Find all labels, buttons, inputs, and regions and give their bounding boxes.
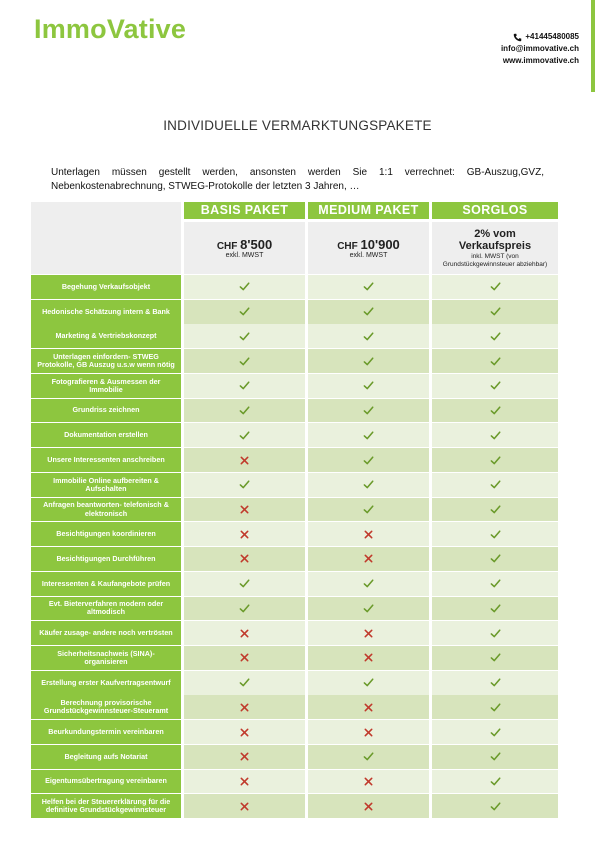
check-icon	[490, 628, 501, 639]
feature-label: Immobilie Online aufbereiten & Aufschalten	[31, 473, 181, 497]
cell-medium	[308, 621, 429, 645]
cell-basis	[184, 399, 305, 423]
cell-medium	[308, 374, 429, 398]
check-icon	[490, 405, 501, 416]
cell-medium	[308, 572, 429, 596]
cell-basis	[184, 794, 305, 818]
check-icon	[239, 356, 250, 367]
cell-sorglos	[432, 745, 558, 769]
table-row	[31, 374, 558, 398]
package-basis-price: CHF 8'500 exkl. MWST	[184, 222, 305, 274]
cross-icon	[239, 553, 250, 564]
check-icon	[490, 751, 501, 762]
cell-basis	[184, 473, 305, 497]
check-icon	[490, 776, 501, 787]
cell-medium	[308, 300, 429, 324]
cross-icon	[363, 801, 374, 812]
cell-basis	[184, 448, 305, 472]
check-icon	[239, 380, 250, 391]
check-icon	[490, 677, 501, 688]
check-icon	[490, 553, 501, 564]
package-medium-column	[308, 202, 429, 274]
cell-sorglos	[432, 275, 558, 299]
cell-medium	[308, 671, 429, 695]
package-basis-column	[184, 202, 305, 274]
cross-icon	[239, 776, 250, 787]
cell-basis	[184, 770, 305, 794]
cell-basis	[184, 597, 305, 621]
check-icon	[239, 677, 250, 688]
table-row	[31, 324, 558, 348]
cell-basis	[184, 275, 305, 299]
table-row	[31, 695, 558, 719]
table-row	[31, 399, 558, 423]
cell-sorglos	[432, 349, 558, 373]
check-icon	[490, 331, 501, 342]
feature-label: Besichtigungen Durchführen	[31, 547, 181, 571]
check-icon	[239, 578, 250, 589]
document-title: INDIVIDUELLE VERMARKTUNGSPAKETE	[163, 118, 432, 133]
cell-medium	[308, 324, 429, 348]
cell-sorglos	[432, 794, 558, 818]
cross-icon	[239, 751, 250, 762]
feature-label: Anfragen beantworten- telefonisch & elektronisch	[31, 498, 181, 522]
table-row	[31, 275, 558, 299]
cell-basis	[184, 547, 305, 571]
cell-sorglos	[432, 770, 558, 794]
table-corner-cell	[31, 202, 181, 274]
cell-sorglos	[432, 621, 558, 645]
cross-icon	[239, 702, 250, 713]
contact-email[interactable]: info@immovative.ch	[500, 44, 579, 53]
check-icon	[363, 380, 374, 391]
table-row	[31, 448, 558, 472]
table-row	[31, 621, 558, 645]
check-icon	[490, 380, 501, 391]
cell-basis	[184, 621, 305, 645]
cell-basis	[184, 745, 305, 769]
check-icon	[490, 306, 501, 317]
cross-icon	[363, 628, 374, 639]
cell-sorglos	[432, 720, 558, 744]
feature-label: Helfen bei der Steuererklärung für die definitive Grundstückgewinnsteuer	[31, 794, 181, 818]
cell-basis	[184, 374, 305, 398]
contact-website[interactable]: www.immovative.ch	[502, 56, 579, 65]
cross-icon	[363, 776, 374, 787]
package-medium-price: CHF 10'900 exkl. MWST	[308, 222, 429, 274]
check-icon	[363, 405, 374, 416]
table-row	[31, 498, 558, 522]
check-icon	[490, 455, 501, 466]
accent-edge-bar	[591, 0, 595, 92]
cell-medium	[308, 720, 429, 744]
cell-basis	[184, 695, 305, 719]
cell-basis	[184, 324, 305, 348]
check-icon	[239, 405, 250, 416]
check-icon	[239, 430, 250, 441]
logo-checkmark-v: V	[106, 14, 124, 44]
check-icon	[490, 529, 501, 540]
table-row	[31, 547, 558, 571]
cell-medium	[308, 423, 429, 447]
feature-label: Evt. Bieterverfahren modern oder altmodisch	[31, 597, 181, 621]
cell-medium	[308, 349, 429, 373]
cross-icon	[363, 702, 374, 713]
package-sorglos-column	[432, 202, 558, 274]
check-icon	[239, 331, 250, 342]
check-icon	[363, 331, 374, 342]
cell-sorglos	[432, 572, 558, 596]
check-icon	[239, 479, 250, 490]
check-icon	[363, 479, 374, 490]
packages-table	[31, 202, 558, 819]
cell-sorglos	[432, 522, 558, 546]
cell-sorglos	[432, 671, 558, 695]
check-icon	[363, 578, 374, 589]
check-icon	[490, 727, 501, 738]
cell-sorglos	[432, 374, 558, 398]
cell-sorglos	[432, 300, 558, 324]
intro-paragraph: Unterlagen müssen gestellt werden, ansonsten werden Sie 1:1 verrechnet: GB-Auszug,GVZ, Nebenkostenabrechnung, STWEG-Protokolle der letzten 3 Jahren, …	[51, 167, 544, 192]
cross-icon	[239, 652, 250, 663]
cell-medium	[308, 646, 429, 670]
cell-basis	[184, 423, 305, 447]
feature-label: Hedonische Schätzung intern & Bank	[31, 300, 181, 324]
cross-icon	[239, 801, 250, 812]
table-row	[31, 349, 558, 373]
cell-medium	[308, 794, 429, 818]
cell-basis	[184, 498, 305, 522]
cell-medium	[308, 399, 429, 423]
cell-basis	[184, 300, 305, 324]
cell-sorglos	[432, 695, 558, 719]
check-icon	[363, 281, 374, 292]
feature-rows	[31, 275, 558, 818]
cell-sorglos	[432, 646, 558, 670]
feature-label: Besichtigungen koordinieren	[31, 522, 181, 546]
check-icon	[363, 356, 374, 367]
table-row	[31, 720, 558, 744]
feature-label: Eigentumsübertragung vereinbaren	[31, 770, 181, 794]
cross-icon	[239, 504, 250, 515]
feature-label: Marketing & Vertriebskonzept	[31, 324, 181, 348]
check-icon	[490, 356, 501, 367]
cross-icon	[363, 529, 374, 540]
check-icon	[490, 702, 501, 713]
cross-icon	[239, 628, 250, 639]
feature-label: Berechnung provisorische Grundstückgewinnsteuer-Steueramt	[31, 695, 181, 719]
cell-sorglos	[432, 473, 558, 497]
check-icon	[490, 578, 501, 589]
table-row	[31, 770, 558, 794]
check-icon	[363, 751, 374, 762]
check-icon	[239, 306, 250, 317]
cell-medium	[308, 498, 429, 522]
cross-icon	[239, 529, 250, 540]
cell-medium	[308, 770, 429, 794]
cell-sorglos	[432, 399, 558, 423]
company-logo: ImmoVative	[34, 14, 187, 44]
check-icon	[490, 801, 501, 812]
table-row	[31, 745, 558, 769]
check-icon	[490, 430, 501, 441]
cell-medium	[308, 547, 429, 571]
check-icon	[239, 281, 250, 292]
cell-medium	[308, 522, 429, 546]
table-row	[31, 572, 558, 596]
check-icon	[239, 603, 250, 614]
cell-sorglos	[432, 597, 558, 621]
cross-icon	[363, 727, 374, 738]
cell-medium	[308, 448, 429, 472]
cell-medium	[308, 745, 429, 769]
check-icon	[490, 652, 501, 663]
table-row	[31, 423, 558, 447]
check-icon	[363, 677, 374, 688]
check-icon	[363, 430, 374, 441]
cell-sorglos	[432, 547, 558, 571]
contact-phone[interactable]: +41445480085	[525, 32, 579, 41]
cell-sorglos	[432, 324, 558, 348]
package-sorglos-name: SORGLOS	[432, 202, 558, 219]
feature-label: Sicherheitsnachweis (SINA)- organisieren	[31, 646, 181, 670]
cross-icon	[363, 553, 374, 564]
package-basis-name: BASIS PAKET	[184, 202, 305, 219]
feature-label: Fotografieren & Ausmessen der Immobilie	[31, 374, 181, 398]
package-medium-name: MEDIUM PAKET	[308, 202, 429, 219]
package-sorglos-price: 2% vom Verkaufspreis inkl. MWST (von Grundstückgewinnsteuer abziehbar)	[432, 222, 558, 274]
cell-sorglos	[432, 423, 558, 447]
contact-block	[501, 31, 579, 67]
feature-label: Unterlagen einfordern- STWEG Protokolle, GB Auszug u.s.w wenn nötig	[31, 349, 181, 373]
feature-label: Dokumentation erstellen	[31, 423, 181, 447]
check-icon	[363, 306, 374, 317]
cross-icon	[239, 455, 250, 466]
check-icon	[490, 504, 501, 515]
cell-sorglos	[432, 448, 558, 472]
feature-label: Käufer zusage- andere noch vertrösten	[31, 621, 181, 645]
cell-basis	[184, 720, 305, 744]
table-row	[31, 597, 558, 621]
cross-icon	[239, 727, 250, 738]
cell-basis	[184, 349, 305, 373]
cell-medium	[308, 275, 429, 299]
check-icon	[363, 504, 374, 515]
cell-basis	[184, 522, 305, 546]
table-header-row	[31, 202, 558, 274]
feature-label: Erstellung erster Kaufvertragsentwurf	[31, 671, 181, 695]
feature-label: Begehung Verkaufsobjekt	[31, 275, 181, 299]
cell-basis	[184, 572, 305, 596]
cell-medium	[308, 473, 429, 497]
feature-label: Beurkundungstermin vereinbaren	[31, 720, 181, 744]
cell-basis	[184, 671, 305, 695]
check-icon	[363, 455, 374, 466]
check-icon	[490, 281, 501, 292]
cell-medium	[308, 695, 429, 719]
table-row	[31, 646, 558, 670]
cross-icon	[363, 652, 374, 663]
feature-label: Grundriss zeichnen	[31, 399, 181, 423]
table-row	[31, 671, 558, 695]
feature-label: Unsere Interessenten anschreiben	[31, 448, 181, 472]
check-icon	[490, 603, 501, 614]
phone-icon	[513, 33, 522, 42]
table-row	[31, 300, 558, 324]
check-icon	[363, 603, 374, 614]
feature-label: Interessenten & Kaufangebote prüfen	[31, 572, 181, 596]
feature-label: Begleitung aufs Notariat	[31, 745, 181, 769]
table-row	[31, 522, 558, 546]
cell-medium	[308, 597, 429, 621]
table-row	[31, 473, 558, 497]
cell-basis	[184, 646, 305, 670]
check-icon	[490, 479, 501, 490]
cell-sorglos	[432, 498, 558, 522]
table-row	[31, 794, 558, 818]
